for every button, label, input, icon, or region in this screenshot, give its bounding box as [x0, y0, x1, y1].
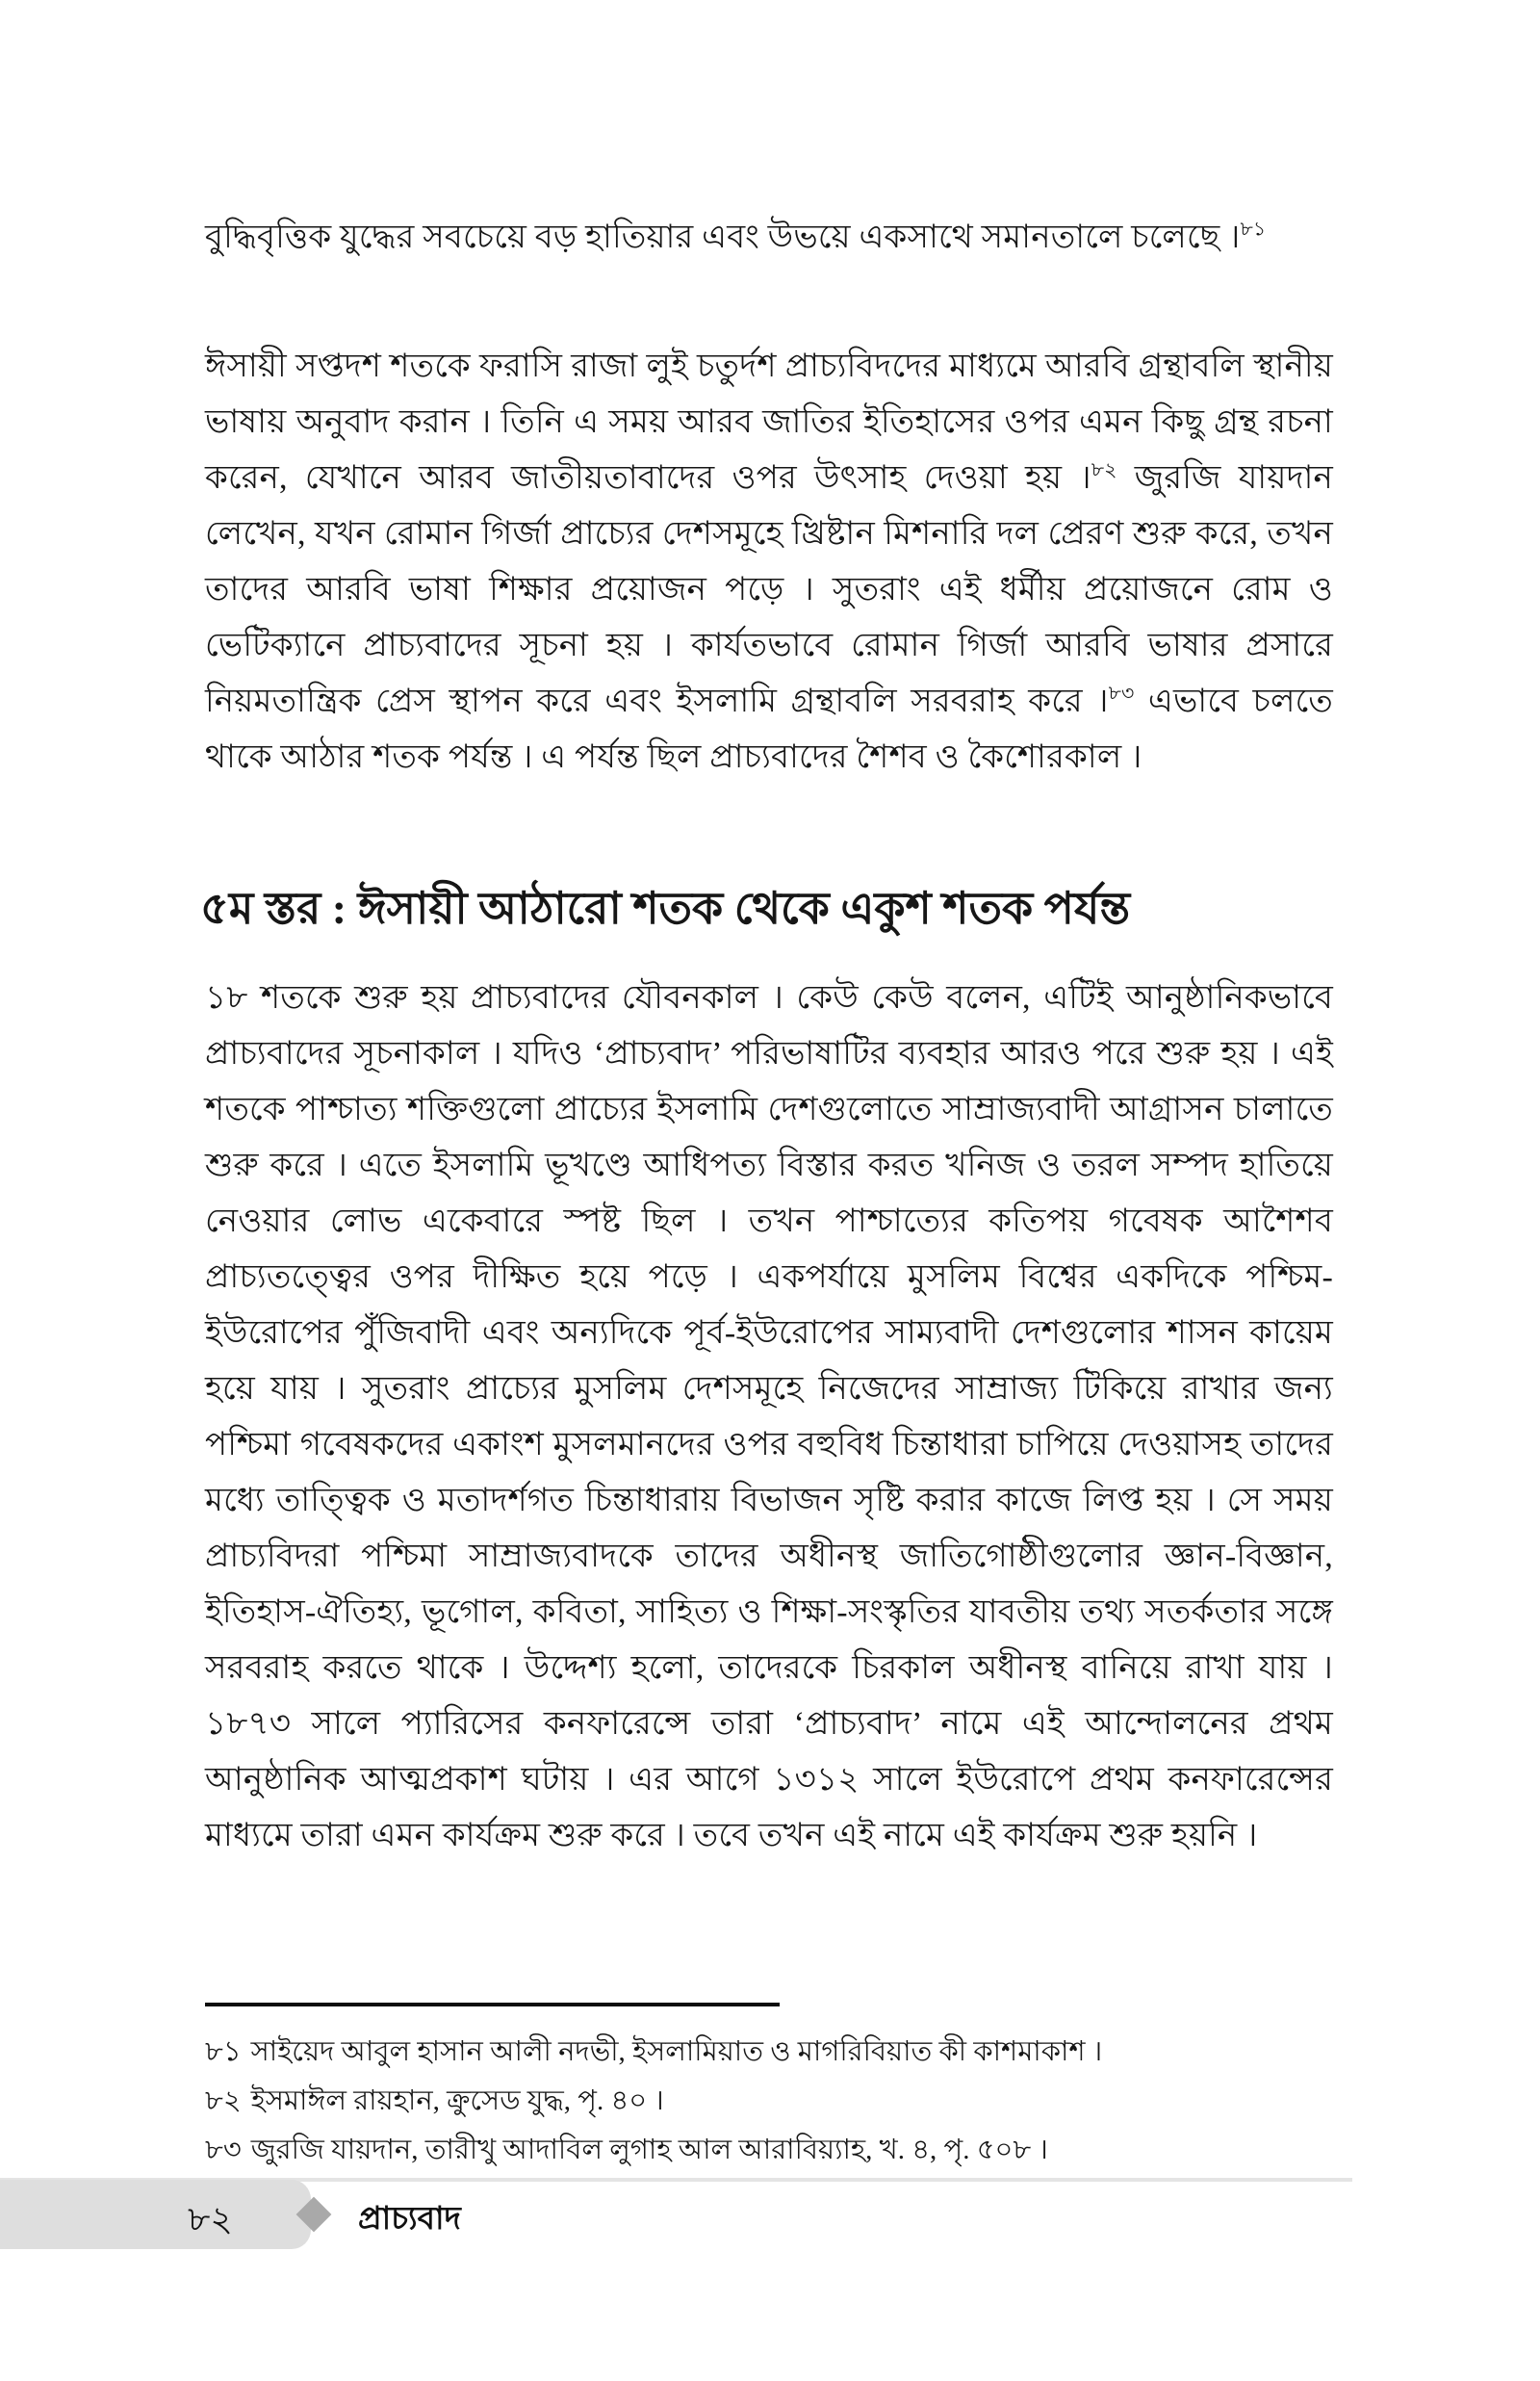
footer-page-band [0, 2180, 311, 2249]
footnote-text: সাইয়েদ আবুল হাসান আলী নদভী, ইসলামিয়াত ও মাগরিবিয়াত কী কাশমাকাশ । [250, 2036, 1103, 2067]
section-heading: ৫ম স্তর : ঈসায়ী আঠারো শতক থেকে একুশ শতক পর্যন্ত [200, 884, 1131, 933]
footnote-marker: ৮৩ [205, 2135, 242, 2165]
footnote-marker: ৮২ [205, 2085, 242, 2116]
footnote-separator [205, 2003, 780, 2006]
paragraph-2: ঈসায়ী সপ্তদশ শতকে ফরাসি রাজা লুই চতুর্দশ প্রাচ্যবিদদের মাধ্যমে আরবি গ্রন্থাবলি স্থানীয় ভাষায় অনুবাদ করান । তিনি এ সময় আরব জাতির ইতিহাসের ওপর এমন কিছু গ্রন্থ রচনা করেন, যেখানে আরব জাতীয়তাবাদের ওপর উৎসাহ দেওয়া হয় ।$^{৮২}$ জুরজি যায়দান লেখেন, যখন রোমান গির্জা প্রাচ্যের দেশসমূহে খ্রিষ্টান মিশনারি দল প্রেরণ শুরু করে, তখন তাদের আরবি ভাষা শিক্ষার প্রয়োজন পড়ে । সুতরাং এই ধর্মীয় প্রয়োজনে রোম ও ভেটিক্যানে প্রাচ্যবাদের সূচনা হয় । কার্যতভাবে রোমান গির্জা আরবি ভাষার প্রসারে নিয়মতান্ত্রিক প্রেস স্থাপন করে এবং ইসলামি গ্রন্থাবলি সরবরাহ করে ।$^{৮৩}$ এভাবে চলতে থাকে আঠার শতক পর্যন্ত । এ পর্যন্ত ছিল প্রাচ্যবাদের শৈশব ও কৈশোরকাল । [205, 349, 1334, 775]
footnotes-block [205, 2028, 1360, 2175]
paragraph-1: বুদ্ধিবৃত্তিক যুদ্ধের সবচেয়ে বড় হাতিয়ার এবং উভয়ে একসাথে সমানতালে চলেছে ।$^{৮১}$ [205, 219, 1267, 255]
footnote-item [205, 2077, 1360, 2126]
footnote-text: ইসমাঈল রায়হান, ক্রুসেড যুদ্ধ, পৃ. ৪০ । [250, 2085, 664, 2116]
footnote-ref: ৮৩ [1108, 683, 1135, 705]
chapter-title: প্রাচ্যবাদ [358, 2202, 461, 2237]
footnote-item [205, 2126, 1360, 2175]
paragraph-3: ১৮ শতকে শুরু হয় প্রাচ্যবাদের যৌবনকাল । কেউ কেউ বলেন, এটিই আনুষ্ঠানিকভাবে প্রাচ্যবাদের সূচনাকাল । যদিও ‘প্রাচ্যবাদ’ পরিভাষাটির ব্যবহার আরও পরে শুরু হয় । এই শতকে পাশ্চাত্য শক্তিগুলো প্রাচ্যের ইসলামি দেশগুলোতে সাম্রাজ্যবাদী আগ্রাসন চালাতে শুরু করে । এতে ইসলামি ভূখণ্ডে আধিপত্য বিস্তার করত খনিজ ও তরল সম্পদ হাতিয়ে নেওয়ার লোভ একেবারে স্পষ্ট ছিল । তখন পাশ্চাত্যের কতিপয় গবেষক আশৈশব প্রাচ্যতত্ত্বের ওপর দীক্ষিত হয়ে পড়ে । একপর্যায়ে মুসলিম বিশ্বের একদিকে পশ্চিম-ইউরোপের পুঁজিবাদী এবং অন্যদিকে পূর্ব-ইউরোপের সাম্যবাদী দেশগুলোর শাসন কায়েম হয়ে যায় । সুতরাং প্রাচ্যের মুসলিম দেশসমূহে নিজেদের সাম্রাজ্য টিকিয়ে রাখার জন্য পশ্চিমা গবেষকদের একাংশ মুসলমানদের ওপর বহুবিধ চিন্তাধারা চাপিয়ে দেওয়াসহ তাদের মধ্যে তাত্ত্বিক ও মতাদর্শগত চিন্তাধারায় বিভাজন সৃষ্টি করার কাজে লিপ্ত হয় । সে সময় প্রাচ্যবিদরা পশ্চিমা সাম্রাজ্যবাদকে তাদের অধীনস্থ জাতিগোষ্ঠীগুলোর জ্ঞান-বিজ্ঞান, ইতিহাস-ঐতিহ্য, ভূগোল, কবিতা, সাহিত্য ও শিক্ষা-সংস্কৃতির যাবতীয় তথ্য সতর্কতার সঙ্গে সরবরাহ করতে থাকে । উদ্দেশ্য হলো, তাদেরকে চিরকাল অধীনস্থ বানিয়ে রাখা যায় । ১৮৭৩ সালে প্যারিসের কনফারেন্সে তারা ‘প্রাচ্যবাদ’ নামে এই আন্দোলনের প্রথম আনুষ্ঠানিক আত্মপ্রকাশ ঘটায় । এর আগে ১৩১২ সালে ইউরোপে প্রথম কনফারেন্সের মাধ্যমে তারা এমন কার্যক্রম শুরু করে । তবে তখন এই নামে এই কার্যক্রম শুরু হয়নি । [205, 980, 1333, 1853]
footnote-ref: ৮১ [1240, 219, 1267, 241]
footnote-marker: ৮১ [205, 2036, 242, 2067]
footnote-text: জুরজি যায়দান, তারীখু আদাবিল লুগাহ আল আরাবিয়্যাহ, খ. ৪, পৃ. ৫০৮ । [250, 2135, 1048, 2165]
page-number: ৮২ [188, 2200, 233, 2239]
footnote-item [205, 2028, 1360, 2077]
footnote-ref: ৮২ [1091, 459, 1117, 481]
